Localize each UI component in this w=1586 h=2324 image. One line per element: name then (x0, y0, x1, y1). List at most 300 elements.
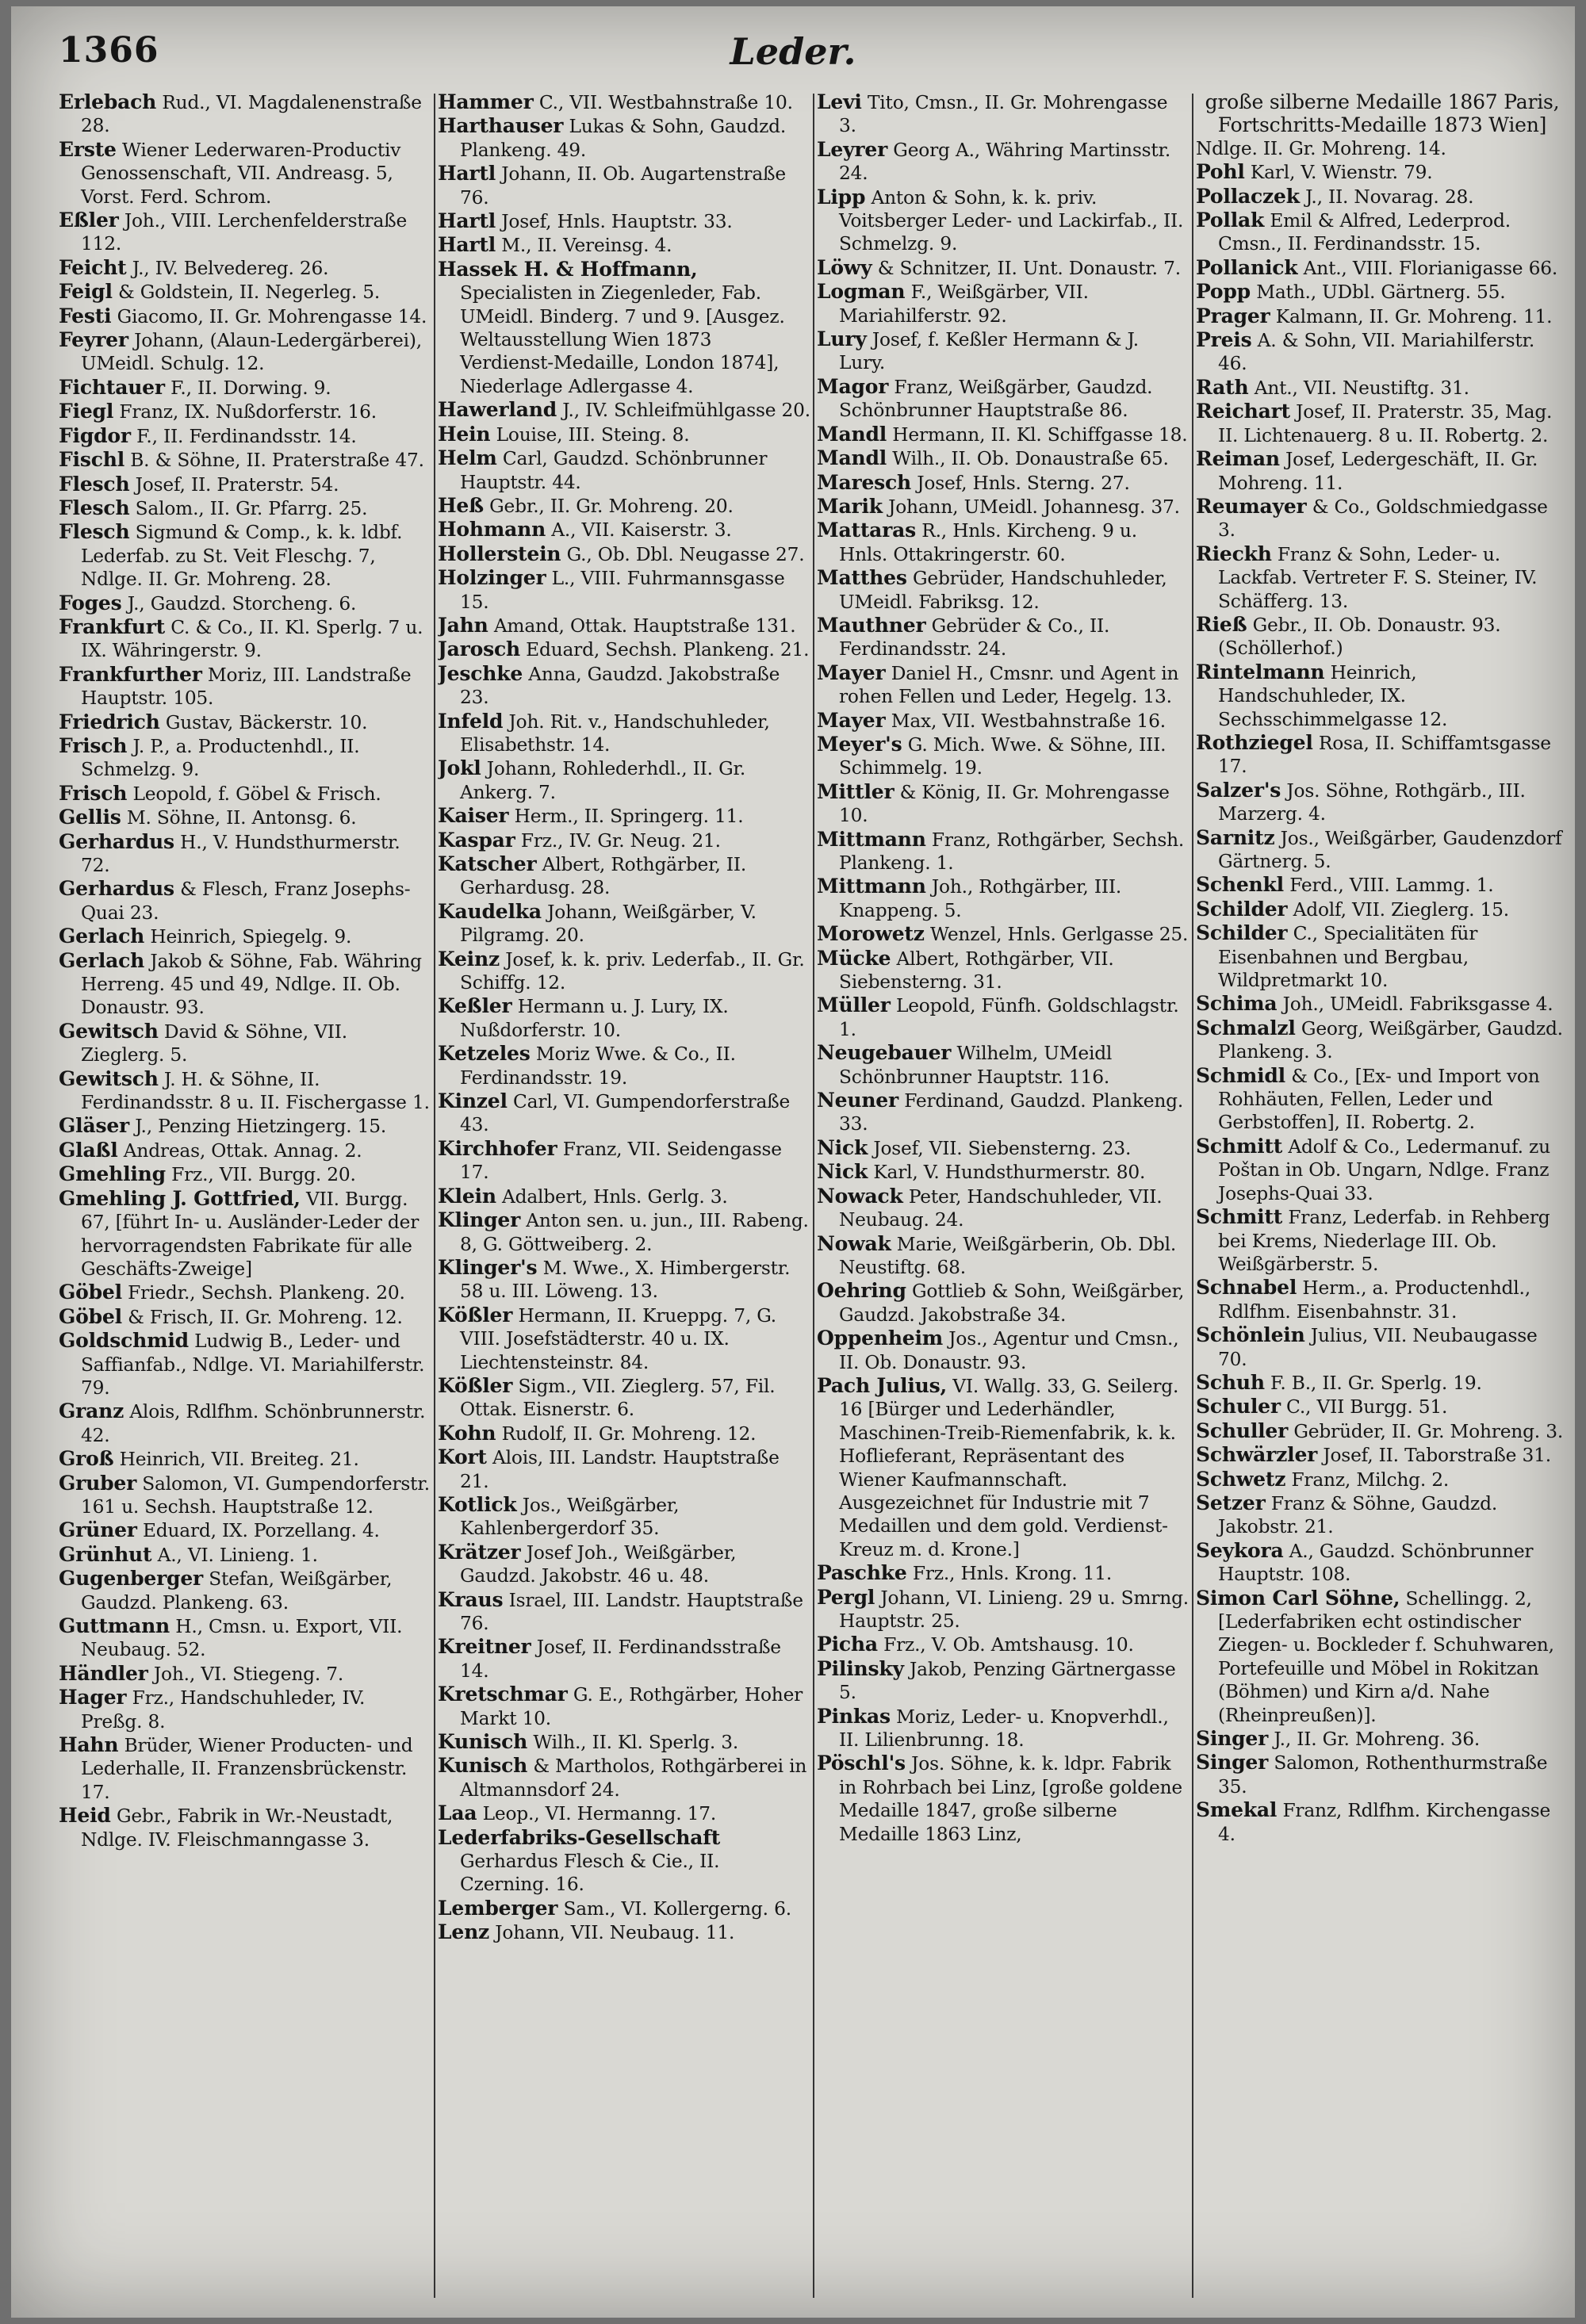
directory-entry (59, 1281, 431, 1304)
directory-entry (1196, 1468, 1569, 1491)
entry-details: Kalmann, II. Gr. Mohreng. 11. (1275, 305, 1553, 327)
directory-entry (817, 875, 1190, 922)
entry-name: Kunisch (438, 1754, 528, 1778)
entry-details: A., VII. Kaiserstr. 3. (551, 519, 732, 542)
directory-entry (438, 1635, 810, 1683)
entry-details: Eduard, Sechsh. Plankeng. 21. (526, 639, 810, 661)
directory-entry (59, 328, 431, 376)
directory-columns (59, 90, 1565, 2303)
entry-name: Guttmann (59, 1614, 170, 1637)
entry-details: & Schnitzer, II. Unt. Donaustr. 7. (877, 257, 1181, 279)
directory-entry (438, 1493, 810, 1541)
entry-details: Ant., VII. Neustiftg. 31. (1254, 377, 1469, 399)
entry-details: Joh., Rothgärber, III. Knappeng. 5. (839, 876, 1122, 921)
entry-details: Schellingg. 2, [Lederfabriken echt ostindischer Ziegen- u. Bockleder f. Schuhwaren, Portefeuille und Möbel in Rokitzan (Böhmen) und Kirn a/d. Nahe (Rheinpreußen)]. (1218, 1587, 1554, 1726)
entry-name: Gugenberger (59, 1567, 204, 1591)
entry-name: Jokl (438, 756, 481, 780)
directory-entry (817, 1160, 1190, 1184)
entry-name: Figdor (59, 423, 131, 447)
entry-details: Karl, V. Hundsthurmerstr. 80. (873, 1162, 1146, 1184)
entry-details: Frz., VII. Burgg. 20. (171, 1164, 356, 1186)
entry-details: Jakob, Penzing Gärtnergasse 5. (839, 1658, 1176, 1704)
directory-entry (817, 1041, 1190, 1089)
entry-name: Hartl (438, 233, 496, 257)
entry-details: L., VIII. Fuhrmannsgasse 15. (460, 568, 785, 613)
entry-details: & König, II. Gr. Mohrengasse 10. (839, 781, 1170, 827)
entry-details: J. P., a. Productenhdl., II. Schmelzg. 9. (81, 735, 360, 781)
entry-name: Göbel (59, 1304, 122, 1328)
entry-details: Salomon, Rothenthurmstraße 35. (1218, 1752, 1548, 1798)
entry-details: Frz., Hnls. Krong. 11. (912, 1563, 1113, 1585)
directory-entry (438, 662, 810, 710)
directory-entry (817, 519, 1190, 566)
entry-name: Frisch (59, 781, 128, 805)
entry-details: VII. Burgg. 67, [führt In- u. Ausländer-Leder der hervorragendsten Fabrikate für alle Geschäfts-Zweige] (81, 1188, 419, 1280)
directory-entry (438, 710, 810, 757)
entry-details: Wenzel, Hnls. Gerlgasse 25. (930, 924, 1189, 946)
entry-name: Hahn (59, 1733, 119, 1757)
entry-details: Karl, V. Wienstr. 79. (1250, 162, 1433, 184)
entry-name: Kunisch (438, 1730, 528, 1754)
directory-entry (1196, 1539, 1569, 1587)
directory-entry (438, 948, 810, 995)
entry-details: Peter, Handschuhleder, VII. Neubaug. 24. (839, 1185, 1163, 1231)
directory-entry (1196, 898, 1569, 921)
entry-name: Sarnitz (1196, 825, 1275, 849)
entry-name: Logman (817, 280, 906, 304)
entry-details: Brüder, Wiener Producten- und Lederhalle, II. Franzensbrückenstr. 17. (81, 1735, 413, 1803)
directory-entry (59, 1067, 431, 1115)
entry-details: Jakob & Söhne, Fab. Währing Herreng. 45 und 49, Ndlge. II. Ob. Donaustr. 93. (81, 950, 422, 1019)
entry-details: Johann, Weißgärber, V. Pilgramg. 20. (460, 901, 757, 947)
entry-name: Mücke (817, 946, 891, 970)
entry-details: Hermann, II. Krueppg. 7, G. VIII. Josefstädterstr. 40 u. IX. Liechtensteinstr. 84. (460, 1304, 777, 1373)
entry-details: M. Söhne, II. Antonsg. 6. (126, 807, 357, 829)
directory-entry (1196, 447, 1569, 495)
entry-details: Ant., VIII. Florianigasse 66. (1303, 257, 1558, 279)
entry-details: Ndlge. II. Gr. Mohreng. 14. (1196, 137, 1446, 159)
entry-name: Mittmann (817, 875, 926, 898)
entry-name: Lederfabriks-Gesellschaft (438, 1825, 721, 1849)
directory-entry (438, 1422, 810, 1445)
directory-entry (438, 614, 810, 637)
directory-entry (817, 1279, 1190, 1327)
entry-name: Setzer (1196, 1491, 1266, 1514)
entry-name: Schenkl (1196, 873, 1284, 897)
entry-name: Schnabel (1196, 1276, 1297, 1300)
entry-details: VI. Wallg. 33, G. Seilerg. 16 [Bürger und Lederhändler, Maschinen-Treib-Riemenfabrik, k. k. Hoflieferant, Repräsentant des Wiener Kaufmannschaft. Ausgezeichnet für Industrie mit 7 Medaillen und dem gold. Verdienst-Kreuz m. d. Krone.] (839, 1375, 1179, 1560)
entry-details: C. & Co., II. Kl. Sperlg. 7 u. IX. Währingerstr. 9. (81, 616, 423, 662)
entry-name: Pollanick (1196, 255, 1298, 279)
directory-entry (438, 518, 810, 542)
directory-entry (59, 1139, 431, 1162)
entry-details: Franz, Milchg. 2. (1291, 1468, 1450, 1491)
entry-details: Josef Joh., Weißgärber, Gaudzd. Jakobstr. 46 u. 48. (460, 1541, 737, 1587)
entry-details: Stefan, Weißgärber, Gaudzd. Plankeng. 63. (81, 1568, 393, 1614)
entry-name: Hawerland (438, 398, 557, 422)
entry-details: Israel, III. Landstr. Hauptstraße 76. (460, 1589, 803, 1634)
entry-name: Göbel (59, 1281, 122, 1304)
directory-entry (59, 400, 431, 423)
entry-details: Heinrich, VII. Breiteg. 21. (119, 1449, 359, 1471)
entry-name: Granz (59, 1399, 125, 1423)
entry-name: Rothziegel (1196, 730, 1313, 754)
directory-entry (817, 1705, 1190, 1752)
entry-name: Eßler (59, 209, 119, 232)
directory-entry (1196, 1443, 1569, 1467)
directory-entry (438, 446, 810, 494)
entry-name: Gmehling J. Gottfried, (59, 1186, 301, 1210)
directory-entry (438, 1920, 810, 1944)
entry-details: Johann, UMeidl. Johannesg. 37. (888, 496, 1180, 518)
entry-name: Harthauser (438, 114, 564, 138)
entry-details: Josef, II. Praterstr. 54. (135, 473, 339, 496)
directory-entry (59, 90, 431, 138)
entry-details: Frz., V. Ob. Amtshausg. 10. (883, 1634, 1134, 1656)
entry-details: Gebrüder & Co., II. Ferdinandsstr. 24. (839, 615, 1110, 660)
entry-name: Kotlick (438, 1492, 517, 1516)
entry-name: Mattaras (817, 519, 917, 542)
entry-details: Franz, IX. Nußdorferstr. 16. (119, 401, 377, 423)
directory-entry (1196, 731, 1569, 779)
directory-entry (817, 327, 1190, 375)
column-2 (438, 90, 810, 2303)
entry-name: Kaspar (438, 828, 515, 852)
entry-name: Infeld (438, 709, 504, 733)
entry-name: Rieß (1196, 612, 1247, 636)
entry-name: Klinger's (438, 1255, 538, 1279)
entry-name: Kaiser (438, 804, 509, 828)
directory-entry (438, 1256, 810, 1304)
entry-details: Gebr., II. Ob. Donaustr. 93. (Schöllerhof.) (1218, 614, 1501, 660)
entry-details: Alois, III. Landstr. Hauptstraße 21. (460, 1447, 780, 1492)
directory-entry (438, 209, 810, 233)
entry-name: Jahn (438, 613, 488, 637)
entry-name: Mandl (817, 422, 887, 446)
directory-entry (1196, 304, 1569, 328)
entry-details: Adolf, VII. Zieglerg. 15. (1293, 898, 1509, 921)
entry-details: Carl, Gaudzd. Schönbrunner Hauptstr. 44. (460, 448, 768, 493)
directory-entry (817, 1327, 1190, 1374)
entry-details: Josef, VII. Siebensterng. 23. (873, 1137, 1132, 1159)
directory-entry (817, 90, 1190, 138)
entry-name: Mayer (817, 708, 886, 732)
entry-continuation: große silberne Medaille 1867 Paris, (1205, 90, 1560, 113)
entry-name: Flesch (59, 520, 130, 544)
entry-name: Kraus (438, 1587, 504, 1611)
entry-details: C., VII. Westbahnstraße 10. (538, 92, 793, 113)
directory-entry (1196, 1205, 1569, 1276)
entry-details: Ludwig B., Leder- und Saffianfab., Ndlge. VI. Mariahilferstr. 79. (81, 1330, 425, 1399)
directory-entry (1196, 376, 1569, 400)
entry-name: Heid (59, 1804, 111, 1828)
directory-entry (59, 782, 431, 806)
entry-name: Marik (817, 494, 883, 518)
entry-details: J., Penzing Hietzingerg. 15. (135, 1116, 387, 1138)
entry-name: Gruber (59, 1471, 137, 1495)
entry-details: Franz, Lederfab. in Rehberg bei Krems, Niederlage III. Ob. Weißgärberstr. 5. (1218, 1207, 1550, 1275)
directory-entry (438, 756, 810, 804)
entry-name: Pergl (817, 1585, 875, 1609)
entry-name: Schima (1196, 992, 1278, 1016)
entry-details: Franz, Rothgärber, Sechsh. Plankeng. 1. (839, 829, 1185, 874)
directory-entry (1196, 1017, 1569, 1064)
entry-details: Gebr., Fabrik in Wr.-Neustadt, Ndlge. IV. Fleischmanngasse 3. (81, 1805, 393, 1851)
entry-name: Nowak (817, 1231, 891, 1255)
entry-details: J., II. Novarag. 28. (1305, 186, 1474, 208)
entry-name: Schilder (1196, 921, 1288, 945)
entry-name: Mauthner (817, 613, 926, 637)
directory-entry (59, 615, 431, 663)
entry-details: Amand, Ottak. Hauptstraße 131. (493, 615, 796, 637)
entry-details: H., Cmsn. u. Export, VII. Neubaug. 52. (81, 1616, 403, 1661)
directory-entry (59, 1518, 431, 1542)
directory-entry (59, 925, 431, 948)
entry-details: Moriz, III. Landstraße Hauptstr. 105. (81, 664, 412, 710)
entry-details: Jos., Weißgärber, Kahlenbergerdorf 35. (460, 1494, 680, 1540)
directory-entry (438, 1730, 810, 1754)
directory-entry (438, 804, 810, 828)
directory-entry (438, 1185, 810, 1208)
entry-name: Kößler (438, 1373, 513, 1397)
directory-entry (438, 852, 810, 900)
entry-name: Pohl (1196, 160, 1245, 184)
entry-details: Hermann, II. Kl. Schiffgasse 18. (892, 423, 1188, 446)
entry-name: Schmalzl (1196, 1016, 1296, 1039)
directory-entry (59, 280, 431, 304)
entry-name: Keßler (438, 994, 512, 1018)
entry-name: Katscher (438, 852, 537, 875)
entry-details: Gebrüder, Handschuhleder, UMeidl. Fabriksg. 12. (839, 568, 1167, 613)
entry-details: Moriz, Leder- u. Knopverhdl., II. Lilienbrunng. 18. (839, 1706, 1169, 1752)
entry-details: M., II. Vereinsg. 4. (501, 235, 672, 257)
entry-name: Hager (59, 1686, 127, 1709)
directory-entry (1196, 137, 1569, 160)
directory-entry (438, 1801, 810, 1825)
entry-details: Wiener Lederwaren-Productiv Genossenschaft, VII. Andreasg. 5, Vorst. Ferd. Schrom. (81, 139, 401, 208)
directory-entry (817, 566, 1190, 614)
entry-name: Leyrer (817, 137, 888, 161)
entry-name: Oppenheim (817, 1327, 944, 1350)
entry-details: Albert, Rothgärber, VII. Siebensterng. 31. (839, 948, 1114, 994)
entry-details: Max, VII. Westbahnstraße 16. (891, 710, 1166, 732)
entry-details: Ferd., VIII. Lammg. 1. (1289, 875, 1494, 897)
entry-name: Levi (817, 90, 862, 113)
entry-details: Johann, VI. Linieng. 29 u. Smrng. Hauptstr. 25. (839, 1587, 1189, 1632)
directory-entry (438, 1826, 810, 1897)
entry-name: Gerhardus (59, 877, 174, 901)
entry-name: Feyrer (59, 328, 128, 352)
running-head: Leder. (730, 30, 856, 73)
entry-details: Franz & Sohn, Leder- u. Lackfab. Vertreter F. S. Steiner, IV. Schäfferg. 13. (1218, 543, 1538, 612)
directory-entry (817, 709, 1190, 733)
directory-entry (438, 1541, 810, 1588)
directory-entry (438, 1137, 810, 1185)
directory-entry (438, 1754, 810, 1801)
entry-name: Simon Carl Söhne, (1196, 1586, 1400, 1610)
entry-details: Julius, VII. Neubaugasse 70. (1218, 1325, 1538, 1370)
entry-name: Smekal (1196, 1798, 1278, 1822)
entry-details: Jos., Weißgärber, Gaudenzdorf Gärtnerg. 5. (1218, 827, 1562, 872)
entry-name: Pach Julius, (817, 1373, 947, 1397)
directory-entry (1196, 280, 1569, 304)
page-number: 1366 (59, 30, 159, 71)
entry-details: Gottlieb & Sohn, Weißgärber, Gaudzd. Jakobstraße 34. (839, 1281, 1185, 1326)
entry-details: & Co., Goldschmiedgasse 3. (1218, 496, 1548, 542)
entry-name: Rieckh (1196, 542, 1272, 565)
directory-entry (59, 304, 431, 328)
entry-name: Foges (59, 591, 122, 615)
entry-details: Leop., VI. Hermanng. 17. (482, 1803, 717, 1825)
directory-entry (438, 114, 810, 162)
entry-details: Sigmund & Comp., k. k. ldbf. Lederfab. zu St. Veit Fleschg. 7, Ndlge. II. Gr. Mohreng. 28. (81, 522, 403, 591)
entry-details: Adolf & Co., Ledermanuf. zu Poštan in Ob. Ungarn, Ndlge. Franz Josephs-Quai 33. (1218, 1135, 1550, 1204)
entry-name: Flesch (59, 472, 130, 496)
entry-details: Joh., VI. Stiegeng. 7. (153, 1663, 344, 1685)
entry-name: Kohn (438, 1421, 496, 1445)
entry-details: Carl, VI. Gumpendorferstraße 43. (460, 1091, 791, 1136)
entry-name: Heß (438, 493, 484, 517)
entry-name: Pilinsky (817, 1656, 904, 1680)
directory-entry (817, 495, 1190, 519)
column-4 (1196, 90, 1569, 2303)
directory-entry (817, 1185, 1190, 1232)
entry-details: G., Ob. Dbl. Neugasse 27. (566, 543, 805, 565)
entry-name: Pöschl's (817, 1752, 906, 1775)
directory-entry (1196, 1751, 1569, 1798)
page-header (59, 30, 1527, 78)
entry-name: Fischl (59, 448, 125, 472)
directory-entry (817, 1561, 1190, 1585)
entry-name: Pollak (1196, 209, 1265, 232)
directory-entry (438, 566, 810, 614)
entry-name: Ketzeles (438, 1042, 531, 1066)
entry-details: A. & Sohn, VII. Mariahilferstr. 46. (1218, 330, 1535, 375)
entry-details: Josef, II. Taborstraße 31. (1323, 1445, 1551, 1467)
entry-name: Hassek H. & Hoffmann, (438, 257, 698, 281)
entry-name: Erste (59, 137, 117, 161)
entry-details: Gebr., II. Gr. Mohreng. 20. (489, 495, 734, 517)
entry-details: Rosa, II. Schiffamtsgasse 17. (1218, 732, 1551, 778)
entry-details: Andreas, Ottak. Annag. 2. (123, 1139, 362, 1162)
entry-name: Groß (59, 1447, 114, 1471)
directory-entry (1196, 1395, 1569, 1419)
column-rule (1192, 94, 1193, 2298)
entry-details: Friedr., Sechsh. Plankeng. 20. (128, 1282, 405, 1304)
entry-details: Anna, Gaudzd. Jakobstraße 23. (460, 663, 780, 709)
entry-details: F., II. Ferdinandsstr. 14. (136, 425, 357, 447)
entry-name: Reumayer (1196, 494, 1307, 518)
entry-name: Schönlein (1196, 1323, 1305, 1347)
directory-entry (59, 520, 431, 591)
column-3 (817, 90, 1190, 2303)
directory-entry (817, 471, 1190, 495)
directory-entry (1196, 160, 1569, 184)
entry-name: Schuller (1196, 1419, 1289, 1442)
entry-name: Kößler (438, 1303, 513, 1327)
entry-details: Herm., a. Productenhdl., Rdlfhm. Eisenbahnstr. 31. (1218, 1277, 1530, 1323)
entry-details: Wilh., II. Ob. Donaustraße 65. (892, 448, 1169, 470)
entry-details: Jos. Söhne, k. k. ldpr. Fabrik in Rohrbach bei Linz, [große goldene Medaille 1847, große silberne Medaille 1863 Linz, (839, 1753, 1182, 1845)
entry-name: Schuh (1196, 1370, 1265, 1394)
directory-entry (817, 994, 1190, 1041)
directory-entry (438, 1042, 810, 1089)
entry-details: Joh., VIII. Lerchenfelderstraße 112. (81, 210, 408, 255)
entry-name: Gläser (59, 1114, 129, 1138)
entry-details: Franz, Rdlfhm. Kirchengasse 4. (1218, 1800, 1551, 1845)
entry-details: Leopold, f. Göbel & Frisch. (132, 783, 381, 805)
directory-entry (817, 614, 1190, 661)
entry-details: C., VII Burgg. 51. (1286, 1396, 1448, 1419)
directory-entry (817, 423, 1190, 446)
entry-details: Heinrich, Handschuhleder, IX. Sechsschimmelgasse 12. (1218, 661, 1448, 730)
entry-details: & Martholos, Rothgärberei in Altmannsdorf 24. (460, 1755, 807, 1801)
directory-entry (59, 138, 431, 209)
entry-details: Franz, Weißgärber, Gaudzd. Schönbrunner Hauptstraße 86. (839, 376, 1153, 422)
entry-name: Reiman (1196, 447, 1280, 471)
entry-name: Helm (438, 446, 497, 470)
directory-entry (59, 1567, 431, 1614)
entry-name: Holzinger (438, 566, 546, 590)
entry-details: Adalbert, Hnls. Gerlg. 3. (502, 1185, 728, 1208)
entry-name: Prager (1196, 304, 1270, 327)
entry-details: & Frisch, II. Gr. Mohreng. 12. (128, 1306, 403, 1328)
directory-entry (1196, 613, 1569, 660)
entry-details: J., IV. Schleifmühlgasse 20. (562, 400, 810, 422)
directory-entry (438, 1089, 810, 1137)
entry-details: Johann, (Alaun-Ledergärberei), UMeidl. Schulg. 12. (81, 330, 422, 375)
directory-entry (59, 209, 431, 256)
entry-name: Kirchhofer (438, 1136, 557, 1160)
entry-name: Neuner (817, 1089, 898, 1112)
directory-entry (438, 90, 810, 114)
directory-entry (438, 829, 810, 852)
directory-entry (1196, 542, 1569, 613)
entry-name: Magor (817, 374, 889, 398)
entry-name: Hein (438, 422, 491, 446)
entry-details: R., Hnls. Kircheng. 9 u. Hnls. Ottakringerstr. 60. (839, 520, 1137, 565)
entry-name: Preis (1196, 328, 1252, 352)
directory-entry (817, 1657, 1190, 1705)
directory-entry (59, 1447, 431, 1471)
entry-details: Josef, Hnls. Hauptstr. 33. (501, 211, 733, 233)
entry-details: Wilh., II. Kl. Sperlg. 3. (533, 1732, 739, 1754)
entry-details: Frz., IV. Gr. Neug. 21. (520, 829, 721, 852)
entry-details: Specialisten in Ziegenleder, Fab. UMeidl. Binderg. 7 und 9. [Ausgez. Weltausstellung Wien 1873 Verdienst-Medaille, London 1874], Niederlage Adlergasse 4. (460, 282, 785, 397)
directory-entry (59, 1662, 431, 1686)
entry-details: Heinrich, Spiegelg. 9. (150, 926, 352, 948)
entry-details: Eduard, IX. Porzellang. 4. (142, 1520, 380, 1542)
directory-entry (1196, 209, 1569, 256)
entry-details: Josef, Hnls. Sterng. 27. (917, 472, 1130, 494)
entry-name: Feicht (59, 255, 127, 279)
directory-entry (817, 733, 1190, 780)
directory-entry (59, 710, 431, 734)
directory-entry (438, 1588, 810, 1636)
entry-details: Josef, Ledergeschäft, II. Gr. Mohreng. 11. (1218, 449, 1538, 494)
directory-entry (1196, 328, 1569, 376)
entry-name: Kort (438, 1445, 487, 1469)
entry-details: Gerhardus Flesch & Cie., II. Czerning. 16. (460, 1851, 720, 1896)
directory-entry (817, 1586, 1190, 1633)
directory-entry (1196, 1371, 1569, 1395)
entry-details: Albert, Rothgärber, II. Gerhardusg. 28. (460, 854, 747, 899)
directory-entry (59, 1543, 431, 1567)
directory-entry (1196, 495, 1569, 542)
entry-details: Ferdinand, Gaudzd. Plankeng. 33. (839, 1090, 1184, 1135)
entry-details: Louise, III. Steing. 8. (496, 423, 690, 446)
entry-details: Sigm., VII. Zieglerg. 57, Fil. Ottak. Eisnerstr. 6. (460, 1375, 776, 1421)
